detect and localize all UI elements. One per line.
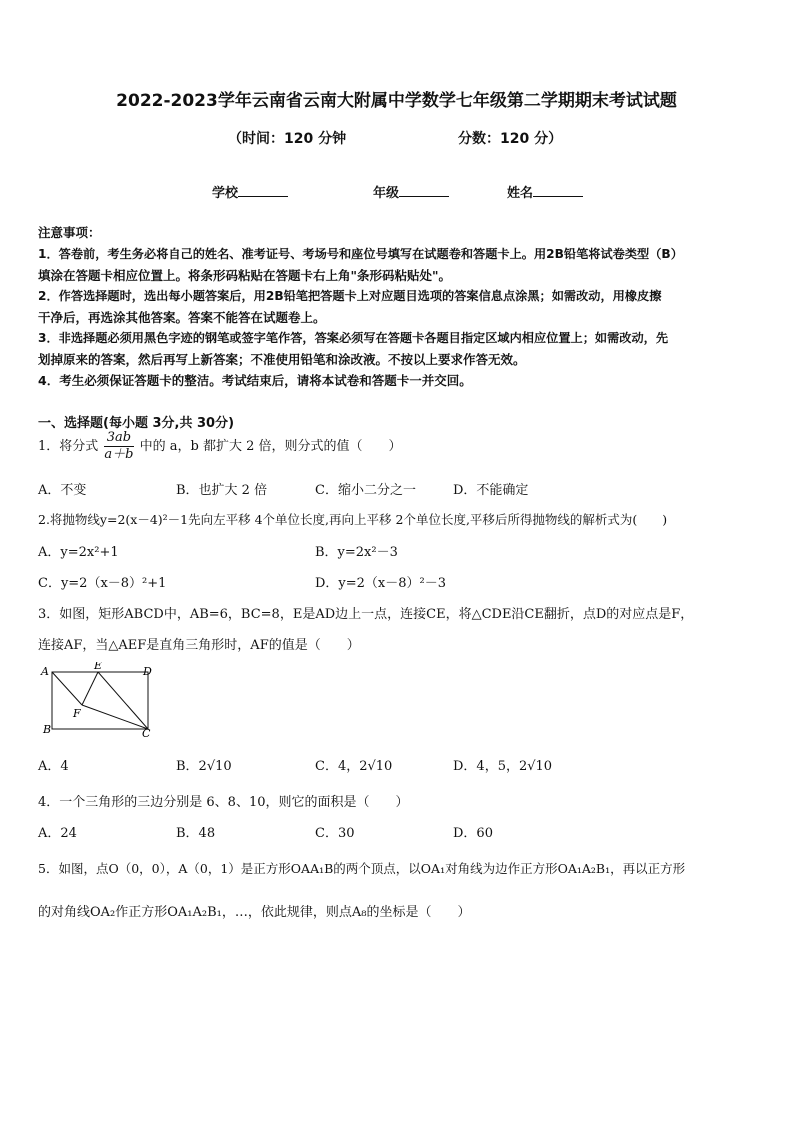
name-label: 姓名	[507, 186, 534, 201]
q1-numerator: 3ab	[104, 430, 133, 447]
label-d: D	[143, 665, 152, 678]
label-f: F	[73, 707, 81, 720]
label-e: E	[94, 662, 103, 672]
label-c: C	[142, 727, 151, 740]
notice-line: 干净后，再选涂其他答案。答案不能答在试题卷上。	[38, 310, 326, 325]
exam-time: （时间：120 分钟	[228, 131, 347, 147]
q3-rectangle-figure	[38, 662, 158, 742]
q1-option-c: C．缩小二分之一	[315, 483, 416, 498]
q2-option-b: B．y=2x²－3	[315, 545, 398, 560]
question-3-line-1: 3．如图，矩形ABCD中，AB=6，BC=8，E是AD边上一点，连接CE，将△CDE沿CE翻折，点D的对应点是F，	[38, 607, 694, 622]
notice-line: 填涂在答题卡相应位置上。将条形码粘贴在答题卡右上角"条形码粘贴处"。	[38, 268, 452, 283]
q2-option-a: A．y=2x²+1	[38, 545, 119, 560]
question-5-line-1: 5．如图，点O（0，0），A（0，1）是正方形OAA₁B的两个顶点，以OA₁对角线为边作正方形OA₁A₂B₁，再以正方形	[38, 861, 686, 876]
section-heading: 一、选择题(每小题 3分,共 30分)	[38, 416, 235, 431]
segment-ec	[98, 672, 148, 729]
q1-option-d: D．不能确定	[453, 483, 529, 498]
notice-heading: 注意事项：	[38, 225, 101, 240]
notice-line: 划掉原来的答案，然后再写上新答案；不准使用铅笔和涂改液。不按以上要求作答无效。	[38, 352, 526, 367]
q4-option-d: D．60	[453, 826, 493, 841]
q2-option-c: C．y=2（x－8）²+1	[38, 576, 167, 591]
q1-option-b: B．也扩大 2 倍	[176, 483, 268, 498]
segment-ef	[82, 672, 98, 705]
exam-title: 2022-2023学年云南省云南大附属中学数学七年级第二学期期末考试试题	[116, 91, 677, 111]
notice-line: 4．考生必须保证答题卡的整洁。考试结束后，请将本试卷和答题卡一并交回。	[38, 373, 472, 388]
notice-line: 2．作答选择题时，选出每小题答案后，用2B铅笔把答题卡上对应题目选项的答案信息点涂黑；如需改动，用橡皮擦	[38, 289, 662, 303]
name-blank	[533, 182, 583, 197]
question-1	[38, 430, 402, 463]
question-3-line-2: 连接AF，当△AEF是直角三角形时，AF的值是（ ）	[38, 638, 360, 653]
q2-option-d: D．y=2（x－8）²－3	[315, 576, 447, 591]
q4-option-a: A．24	[38, 826, 77, 841]
school-label: 学校	[212, 186, 239, 201]
exam-score: 分数：120 分）	[458, 131, 563, 147]
q1-option-a: A．不变	[38, 483, 87, 498]
q3-option-b: B．2√10	[176, 759, 232, 774]
question-4: 4．一个三角形的三边分别是 6、8、10，则它的面积是（ ）	[38, 795, 409, 810]
q3-option-d: D．4，5，2√10	[453, 759, 553, 774]
notice-line: 3．非选择题必须用黑色字迹的钢笔或签字笔作答，答案必须写在答题卡各题目指定区域内相应位置上；如需改动，先	[38, 331, 669, 345]
q1-denominator: a＋b	[104, 447, 134, 462]
segment-af	[52, 672, 82, 705]
q4-option-b: B．48	[176, 826, 216, 841]
grade-blank	[399, 182, 449, 197]
q1-prefix: 1．将分式	[38, 439, 99, 454]
label-a: A	[41, 665, 49, 678]
name-field	[507, 182, 583, 201]
school-field	[212, 182, 288, 201]
q3-option-c: C．4，2√10	[315, 759, 393, 774]
notice-line: 1．答卷前，考生务必将自己的姓名、准考证号、考场号和座位号填写在试题卷和答题卡上。用2B铅笔将试卷类型（B）	[38, 247, 683, 261]
question-2: 2.将抛物线y=2(x－4)²－1先向左平移 4个单位长度,再向上平移 2个单位长度,平移后所得抛物线的解析式为( )	[38, 512, 668, 527]
q1-suffix: 中的 a，b 都扩大 2 倍，则分式的值（ ）	[139, 439, 402, 454]
question-5-line-2: 的对角线OA₂作正方形OA₁A₂B₁，…，依此规律，则点A₈的坐标是（ ）	[38, 905, 471, 920]
q3-option-a: A．4	[38, 759, 69, 774]
school-blank	[238, 182, 288, 197]
q1-fraction	[104, 430, 133, 463]
rect-abcd	[52, 672, 148, 729]
q4-option-c: C．30	[315, 826, 355, 841]
label-b: B	[43, 723, 52, 736]
grade-label: 年级	[373, 186, 400, 201]
grade-field	[373, 182, 449, 201]
